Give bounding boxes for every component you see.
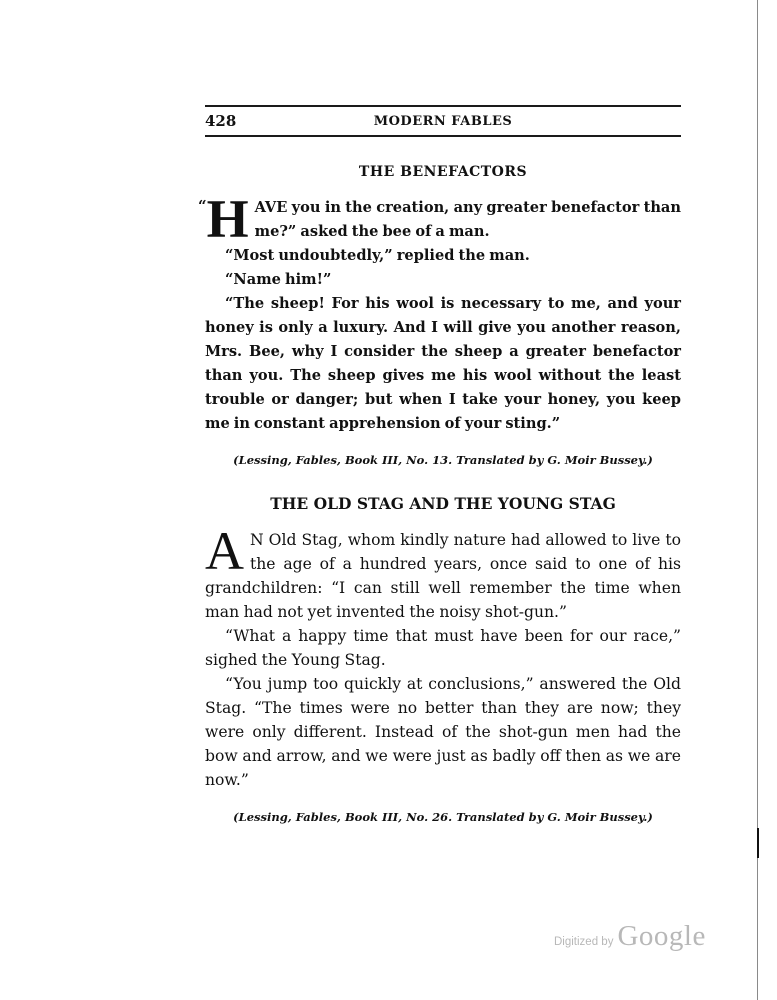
google-watermark (554, 920, 706, 953)
page-number: 428 (205, 112, 237, 130)
paragraph: “What a happy time that must have been for our race,” sighed the Young Stag. (205, 627, 681, 669)
google-logo: Google (617, 920, 706, 952)
opening-text: AVE you in the creation, any greater benefactor than me?” asked the bee of a man. (254, 199, 681, 240)
watermark-prefix: Digitized by (554, 936, 614, 948)
paragraph: “Most undoubtedly,” replied the man. (225, 247, 530, 264)
running-title: MODERN FABLES (373, 113, 513, 129)
page-edge-mark (757, 828, 759, 858)
running-head (205, 105, 681, 137)
fable-old-stag (205, 494, 681, 824)
fable-benefactors (198, 164, 681, 467)
bottom-rule (205, 135, 681, 137)
paragraph: “The sheep! For his wool is necessary to me, and your honey is only a luxury. And I will give you another reason, Mrs. Bee, why I consider the sheep a greater benefactor than you. The sheep gives me his wool without the least trouble or danger; but when I take your honey, you keep me in constant apprehension of your sting.” (205, 295, 681, 432)
paragraph: “Name him!” (225, 271, 332, 288)
opening-paragraph (198, 189, 681, 249)
opening-paragraph (205, 521, 681, 624)
fable-title: THE BENEFACTORS (358, 164, 528, 180)
opening-text: N Old Stag, whom kindly nature had allowed to live to the age of a hundred years, once said to one of his grandchildren: “I can still well remember the time when man had not yet invented the noisy shot-gun.” (205, 531, 681, 621)
citation: (Lessing, Fables, Book III, No. 13. Translated by G. Moir Bussey.) (233, 453, 653, 467)
opening-quote: “ (198, 197, 207, 215)
citation: (Lessing, Fables, Book III, No. 26. Translated by G. Moir Bussey.) (233, 810, 653, 824)
drop-cap: H (206, 189, 249, 249)
fable-title: THE OLD STAG AND THE YOUNG STAG (270, 494, 616, 513)
paragraph: “You jump too quickly at conclusions,” answered the Old Stag. “The times were no better than they are now; they were only different. Instead of the shot-gun men had the bow and arrow, and we were just as badly off then as we are now.” (205, 675, 681, 789)
drop-cap: A (205, 521, 244, 581)
